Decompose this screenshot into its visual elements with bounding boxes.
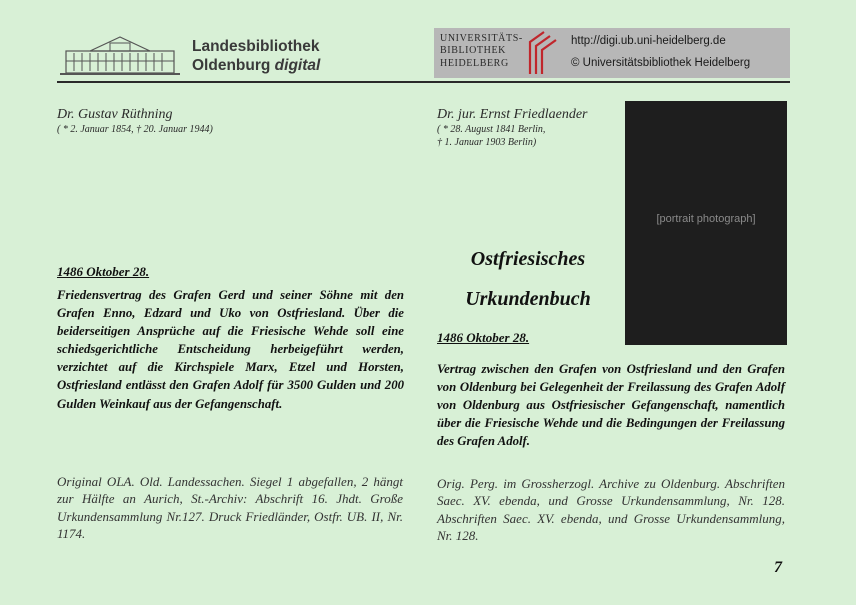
- left-entry-date: 1486 Oktober 28.: [57, 264, 150, 279]
- right-author-name: Dr. jur. Ernst Friedlaender: [437, 107, 588, 122]
- library-logo-text: [192, 38, 320, 75]
- library-logo-line2-plain: Oldenburg: [192, 57, 275, 74]
- heidelberg-name-line: HEIDELBERG: [440, 57, 509, 69]
- left-author-dates: ( * 2. Januar 1854, † 20. Januar 1944): [57, 124, 213, 135]
- library-logo-line2-italic: digital: [274, 57, 321, 74]
- copyright-notice: © Universitätsbibliothek Heidelberg: [571, 57, 751, 69]
- page-number: 7: [774, 559, 782, 576]
- digital-library-url: http://digi.ub.uni-heidelberg.de: [571, 35, 726, 47]
- left-source-note: Original OLA. Old. Landessachen. Siegel 1 abgefallen, 2 hängt zur Hälfte an Aurich, St.-Archiv: Abschrift 16. Jhdt. Große Urkundensammlung Nr.127. Druck Friedländer, Ostfr. UB. II, Nr. 1174.: [57, 474, 403, 541]
- heidelberg-name-line: BIBLIOTHEK: [440, 45, 506, 57]
- heidelberg-mark-icon: [524, 28, 560, 78]
- heidelberg-library-name: [440, 33, 523, 70]
- right-document-summary: Vertrag zwischen den Grafen von Ostfriesland und den Grafen von Oldenburg bei Gelegenheit der Freilassung des Grafen Adolf von Oldenburg aus Ostfriesischer Gefangenschaft, namentlich über die Friesische Wehde und die Bedingungen der Freilassung des Grafen Adolf.: [437, 362, 785, 449]
- left-document-summary: Friedensvertrag des Grafen Gerd und seiner Söhne mit den Grafen Enno, Edzard und Uko von Ostfriesland. Über die beiderseitigen Ansprüche auf die Friesische Wehde soll eine schiedsgerichtliche Entscheidung herbeigeführt werden, verzichtet auf die Kirchspiele Marx, Etzel und Horsten, Ostfriesland entlässt den Grafen Adolf für 3500 Gulden und 200 Gulden Weinkauf aus der Gefangenschaft.: [57, 288, 404, 411]
- right-author-dates-line2: † 1. Januar 1903 Berlin): [437, 137, 537, 148]
- book-title-line2: Urkundenbuch: [465, 288, 591, 310]
- book-title-line1: Ostfriesisches: [470, 248, 586, 270]
- right-entry-date: 1486 Oktober 28.: [437, 330, 530, 345]
- library-building-logo-icon: [60, 33, 180, 77]
- right-author-dates-line1: ( * 28. August 1841 Berlin,: [437, 124, 546, 135]
- heidelberg-name-line: UNIVERSITÄTS-: [440, 33, 523, 44]
- library-logo-line2: [192, 56, 320, 75]
- header-divider: [57, 81, 790, 83]
- library-logo-line1: Landesbibliothek: [192, 38, 320, 55]
- portrait-photo: [625, 101, 787, 345]
- right-source-note: Orig. Perg. im Grossherzogl. Archive zu Oldenburg. Abschriften Saec. XV. ebenda, und Grosse Urkundensammlung, Nr. 128. Abschriften Saec. XV. ebenda, und Grosse Urkundensammlung, Nr. 128.: [437, 476, 785, 543]
- portrait-caption: [portrait photograph]: [656, 213, 756, 225]
- left-author-name: Dr. Gustav Rüthning: [57, 107, 173, 122]
